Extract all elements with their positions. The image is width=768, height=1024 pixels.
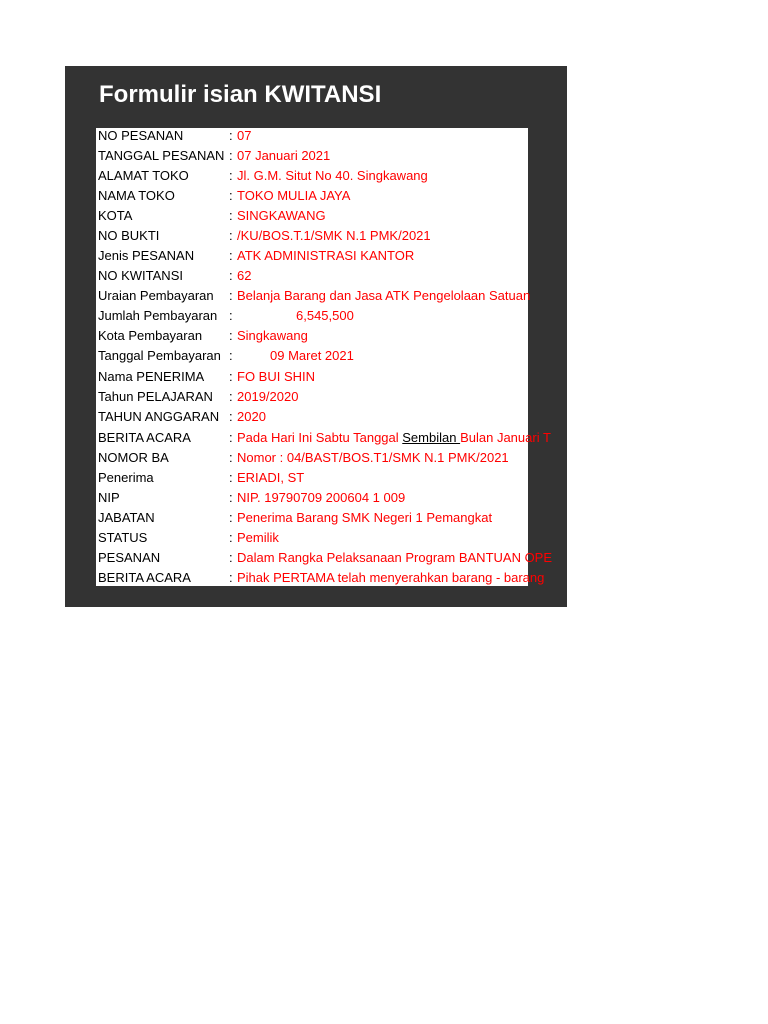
field-separator: :	[229, 328, 233, 343]
row-nama-penerima	[96, 370, 551, 390]
field-label: NO PESANAN	[98, 128, 184, 143]
field-value[interactable]: 2020	[237, 409, 266, 424]
field-separator: :	[229, 228, 233, 243]
value-text: Pada Hari Ini Sabtu Tanggal	[237, 430, 403, 445]
field-separator: :	[229, 510, 233, 525]
row-jenis-pesanan	[96, 249, 551, 269]
field-value[interactable]: Belanja Barang dan Jasa ATK Pengelolaan Satuan	[237, 288, 531, 303]
field-value[interactable]: Dalam Rangka Pelaksanaan Program BANTUAN OPE	[237, 550, 553, 565]
field-value[interactable]: 62	[237, 268, 252, 283]
row-tanggal-pesanan	[96, 149, 551, 169]
row-no-bukti	[96, 229, 551, 249]
underlined-day-text: Sembilan	[402, 430, 461, 445]
field-value[interactable]: 07	[237, 128, 252, 143]
row-alamat-toko	[96, 169, 551, 189]
form-title: Formulir isian KWITANSI	[99, 81, 382, 108]
field-separator: :	[229, 570, 233, 585]
field-value[interactable]: Penerima Barang SMK Negeri 1 Pemangkat	[237, 510, 493, 525]
field-label: ALAMAT TOKO	[98, 168, 189, 183]
field-value[interactable]: Jl. G.M. Situt No 40. Singkawang	[237, 168, 428, 183]
field-label: JABATAN	[98, 510, 155, 525]
row-nip	[96, 491, 551, 511]
field-value[interactable]: 2019/2020	[237, 389, 299, 404]
field-label: NO BUKTI	[98, 228, 160, 243]
field-separator: :	[229, 430, 233, 445]
field-label: Uraian Pembayaran	[98, 288, 214, 303]
field-label: NIP	[98, 490, 120, 505]
field-label: Kota Pembayaran	[98, 328, 203, 343]
field-value[interactable]: Pihak PERTAMA telah menyerahkan barang - barang	[237, 570, 545, 585]
field-value[interactable]	[237, 431, 551, 445]
field-separator: :	[229, 268, 233, 283]
row-nama-toko	[96, 189, 551, 209]
field-separator: :	[229, 348, 233, 363]
row-berita-acara-2	[96, 571, 551, 591]
field-separator: :	[229, 409, 233, 424]
row-kota	[96, 209, 551, 229]
field-separator: :	[229, 550, 233, 565]
field-value[interactable]: TOKO MULIA JAYA	[237, 188, 351, 203]
field-separator: :	[229, 248, 233, 263]
row-status	[96, 531, 551, 551]
field-label: NO KWITANSI	[98, 268, 183, 283]
field-value[interactable]: FO BUI SHIN	[237, 369, 316, 384]
row-no-kwitansi	[96, 269, 551, 289]
field-label: NAMA TOKO	[98, 188, 175, 203]
row-berita-acara	[96, 431, 551, 451]
field-separator: :	[229, 208, 233, 223]
field-value[interactable]: Nomor : 04/BAST/BOS.T1/SMK N.1 PMK/2021	[237, 450, 509, 465]
value-text: Bulan Januari T	[460, 430, 551, 445]
row-jumlah-pembayaran	[96, 309, 551, 329]
row-tahun-anggaran	[96, 410, 551, 430]
row-uraian-pembayaran	[96, 289, 551, 309]
field-value[interactable]: 6,545,500	[296, 308, 354, 323]
field-separator: :	[229, 450, 233, 465]
field-label: TAHUN ANGGARAN	[98, 409, 220, 424]
field-value[interactable]: Pemilik	[237, 530, 279, 545]
field-value[interactable]: 07 Januari 2021	[237, 148, 331, 163]
row-jabatan	[96, 511, 551, 531]
field-separator: :	[229, 288, 233, 303]
field-label: BERITA ACARA	[98, 430, 191, 445]
field-label: BERITA ACARA	[98, 570, 191, 585]
row-penerima	[96, 471, 551, 491]
field-separator: :	[229, 490, 233, 505]
field-value[interactable]: 09 Maret 2021	[270, 348, 354, 363]
row-no-pesanan	[96, 129, 551, 149]
field-separator: :	[229, 308, 233, 323]
field-label: Tahun PELAJARAN	[98, 389, 213, 404]
field-label: Tanggal Pembayaran	[98, 348, 221, 363]
row-nomor-ba	[96, 451, 551, 471]
field-label: Jumlah Pembayaran	[98, 308, 218, 323]
field-label: TANGGAL PESANAN	[98, 148, 225, 163]
field-separator: :	[229, 148, 233, 163]
field-label: Penerima	[98, 470, 154, 485]
row-pesanan	[96, 551, 551, 571]
field-value[interactable]: ATK ADMINISTRASI KANTOR	[237, 248, 415, 263]
field-label: NOMOR BA	[98, 450, 169, 465]
field-separator: :	[229, 128, 233, 143]
field-label: Nama PENERIMA	[98, 369, 205, 384]
form-panel	[65, 66, 567, 607]
field-separator: :	[229, 188, 233, 203]
field-label: STATUS	[98, 530, 148, 545]
field-separator: :	[229, 389, 233, 404]
row-kota-pembayaran	[96, 329, 551, 349]
field-value[interactable]: SINGKAWANG	[237, 208, 326, 223]
field-value[interactable]: /KU/BOS.T.1/SMK N.1 PMK/2021	[237, 228, 431, 243]
field-value[interactable]: ERIADI, ST	[237, 470, 305, 485]
field-separator: :	[229, 530, 233, 545]
field-separator: :	[229, 470, 233, 485]
field-label: PESANAN	[98, 550, 161, 565]
field-value[interactable]: Singkawang	[237, 328, 308, 343]
field-label: KOTA	[98, 208, 133, 223]
field-value[interactable]: NIP. 19790709 200604 1 009	[237, 490, 406, 505]
row-tanggal-pembayaran	[96, 349, 551, 369]
form-sheet	[96, 128, 553, 586]
field-separator: :	[229, 369, 233, 384]
field-separator: :	[229, 168, 233, 183]
field-label: Jenis PESANAN	[98, 248, 195, 263]
row-tahun-pelajaran	[96, 390, 551, 410]
